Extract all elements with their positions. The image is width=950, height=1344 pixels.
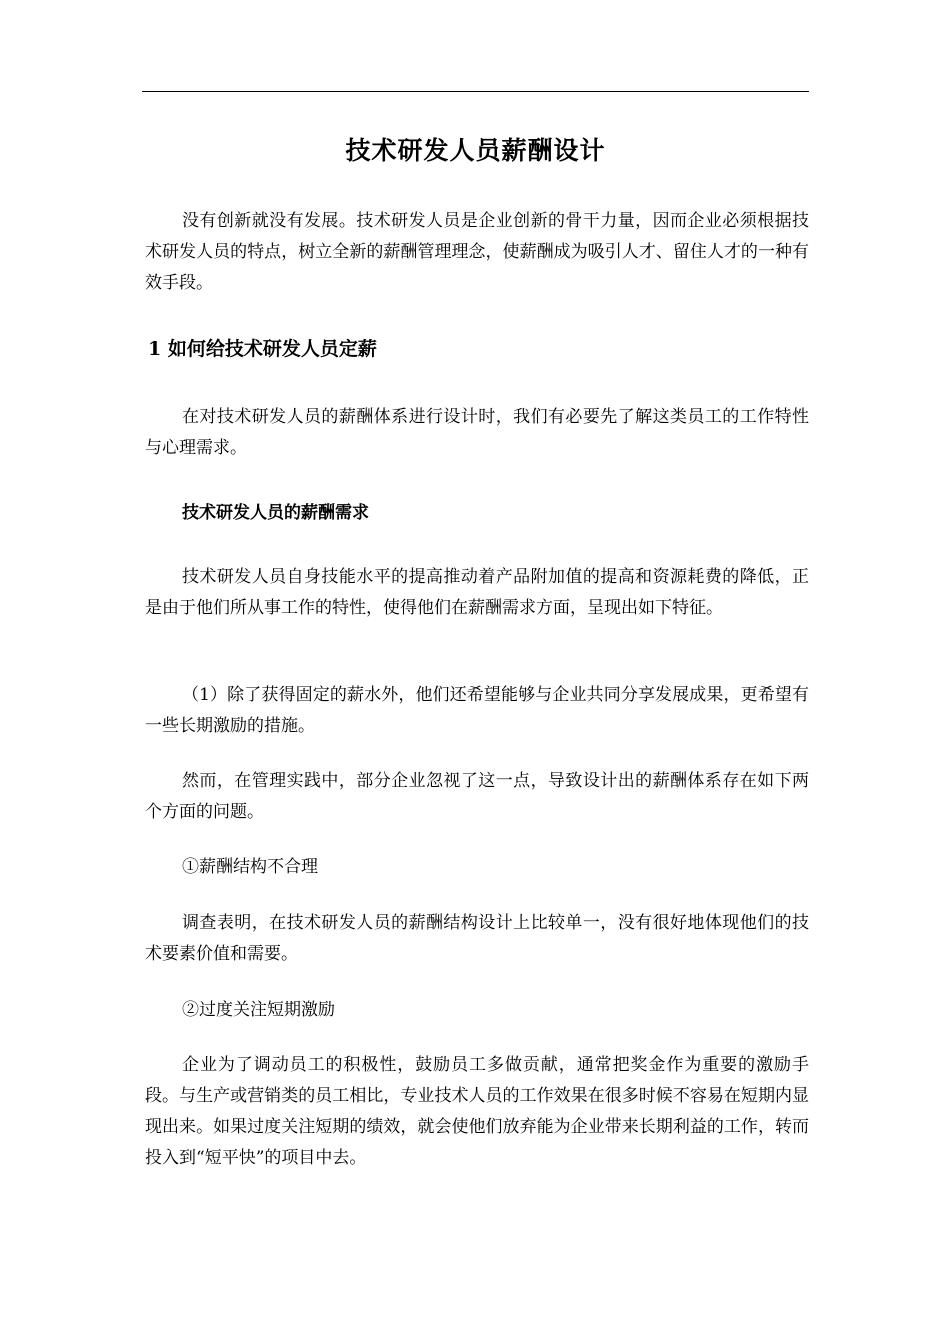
problem-1-title: ①薪酬结构不合理 bbox=[182, 857, 318, 877]
header-rule bbox=[142, 91, 809, 92]
document-title: 技术研发人员薪酬设计 bbox=[345, 136, 606, 165]
problem-1-paragraph: 调查表明，在技术研发人员的薪酬结构设计上比较单一，没有很好地体现他们的技术要素价值和需要。 bbox=[145, 913, 809, 964]
problem-2-title: ②过度关注短期激励 bbox=[182, 1000, 335, 1020]
problems-intro-paragraph: 然而，在管理实践中，部分企业忽视了这一点，导致设计出的薪酬体系存在如下两个方面的问题。 bbox=[145, 771, 809, 822]
section-heading-1: 1 如何给技术研发人员定薪 bbox=[148, 338, 377, 360]
salary-needs-paragraph: 技术研发人员自身技能水平的提高推动着产品附加值的提高和资源耗费的降低，正是由于他们所从事工作的特性，使得他们在薪酬需求方面，呈现出如下特征。 bbox=[145, 567, 809, 618]
section1-lead-paragraph: 在对技术研发人员的薪酬体系进行设计时，我们有必要先了解这类员工的工作特性与心理需求。 bbox=[145, 407, 809, 458]
problem-2-paragraph: 企业为了调动员工的积极性，鼓励员工多做贡献，通常把奖金作为重要的激励手段。与生产或营销类的员工相比，专业技术人员的工作效果在很多时候不容易在短期内显现出来。如果过度关注短期的绩效，就会使他们放弃能为企业带来长期利益的工作，转而投入到“短平快”的项目中去。 bbox=[145, 1055, 809, 1168]
intro-paragraph: 没有创新就没有发展。技术研发人员是企业创新的骨干力量，因而企业必须根据技术研发人员的特点，树立全新的薪酬管理理念，使薪酬成为吸引人才、留住人才的一种有效手段。 bbox=[145, 211, 809, 293]
point-1-paragraph: （1）除了获得固定的薪水外，他们还希望能够与企业共同分享发展成果，更希望有一些长期激励的措施。 bbox=[145, 685, 809, 736]
sub-heading-salary-needs: 技术研发人员的薪酬需求 bbox=[182, 503, 369, 523]
